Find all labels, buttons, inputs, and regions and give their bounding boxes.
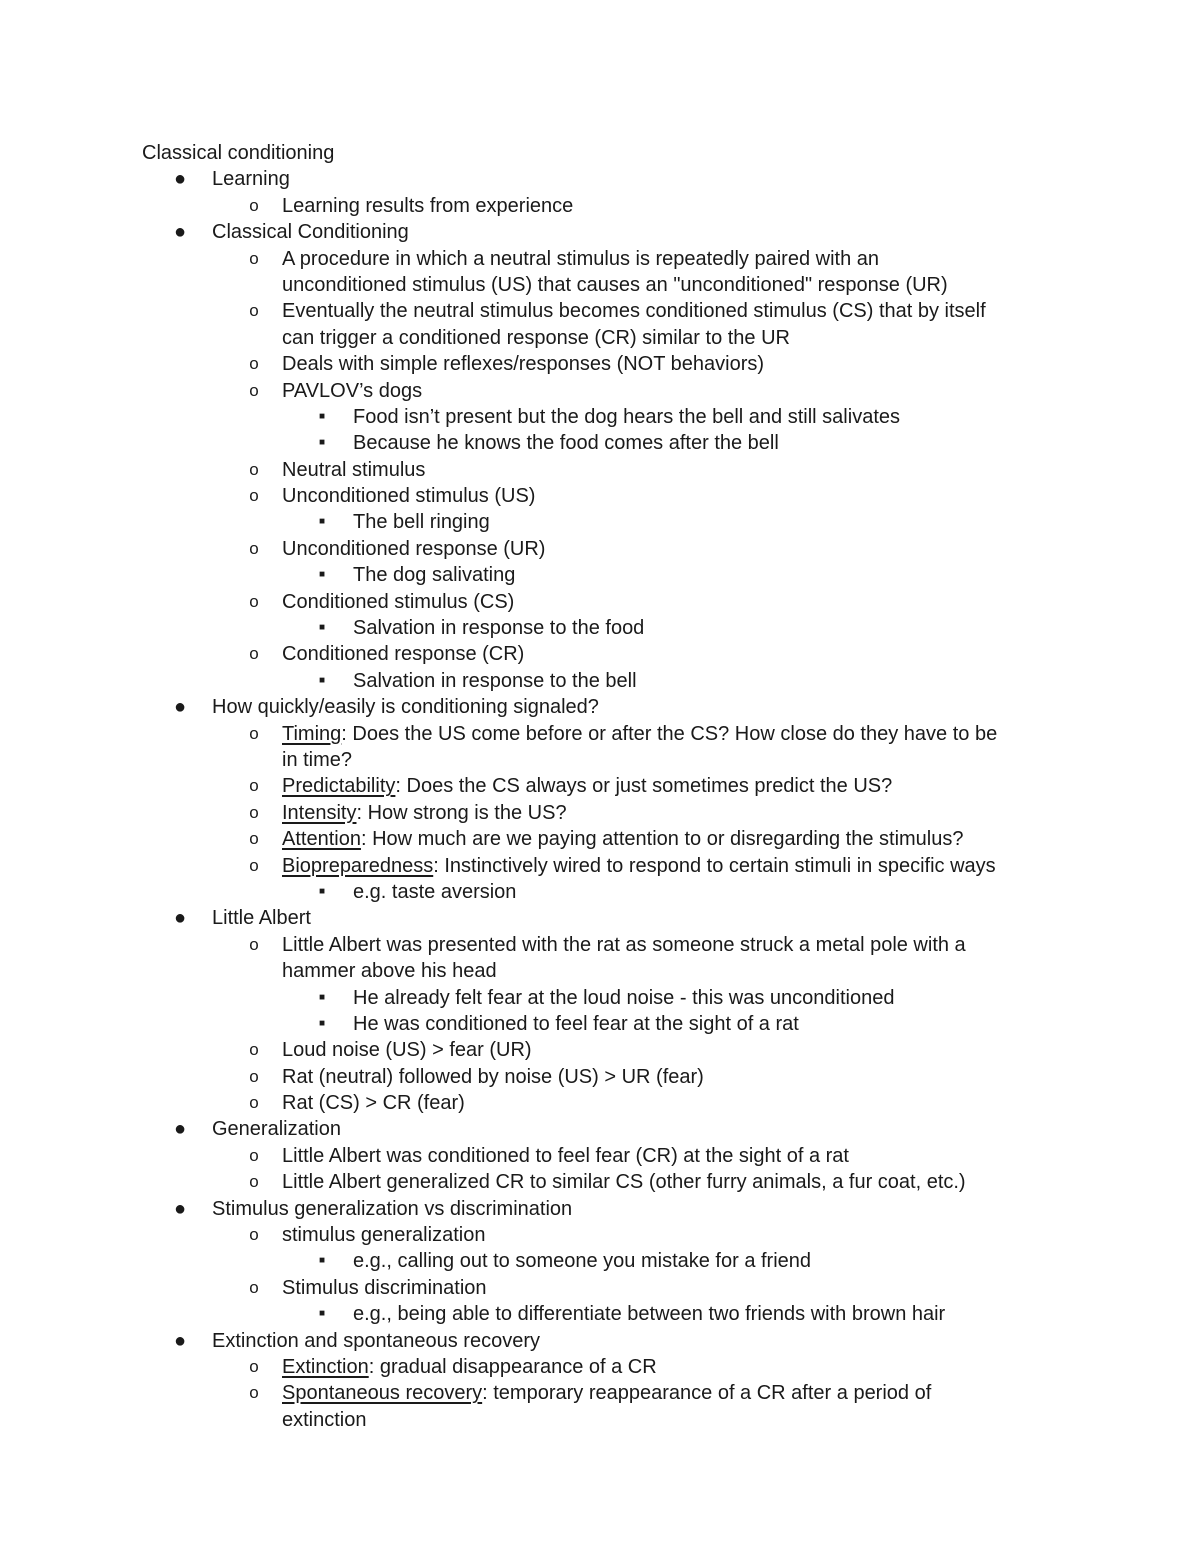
sub-bullet-item: [0, 1090, 1200, 1116]
line-body: Little Albert: [212, 907, 311, 930]
key-term: Spontaneous recovery: [282, 1382, 483, 1405]
line-body: Learning results from experience: [282, 194, 574, 217]
line-text: [282, 1380, 931, 1406]
line-body: Unconditioned stimulus (US): [282, 485, 536, 508]
line-body: extinction: [282, 1408, 367, 1431]
bullet-marker-icon: o: [249, 723, 259, 743]
line-text: [282, 1275, 487, 1301]
line-body: The dog salivating: [353, 564, 516, 587]
line-body: hammer above his head: [282, 960, 497, 983]
line-body: : gradual disappearance of a CR: [368, 1355, 657, 1378]
line-text: [353, 1011, 799, 1037]
bullet-marker-icon: o: [249, 1040, 259, 1060]
sub-bullet-item: [0, 1037, 1200, 1063]
bullet-marker-icon: o: [249, 1225, 259, 1245]
line-text: [282, 246, 879, 272]
bullet-marker-icon: ●: [173, 1118, 187, 1141]
line-body: Little Albert was presented with the rat as someone struck a metal pole with a: [282, 933, 966, 956]
line-body: The bell ringing: [353, 511, 490, 534]
sub-bullet-item: [0, 1354, 1200, 1380]
key-term: Biopreparedness: [282, 854, 434, 877]
wrapped-line: [0, 1407, 1200, 1433]
line-text: [282, 1354, 657, 1380]
line-text: [353, 404, 900, 430]
line-text: [353, 985, 894, 1011]
line-body: Salvation in response to the food: [353, 617, 645, 640]
bullet-marker-icon: o: [249, 644, 259, 664]
wrapped-line: [0, 325, 1200, 351]
line-body: How quickly/easily is conditioning signaled?: [212, 696, 599, 719]
line-body: Unconditioned response (UR): [282, 537, 546, 560]
line-body: Little Albert was conditioned to feel fear (CR) at the sight of a rat: [282, 1144, 849, 1167]
bullet-marker-icon: ■: [318, 674, 326, 686]
line-text: [353, 1301, 945, 1327]
bullet-marker-icon: o: [249, 1066, 259, 1086]
sub-bullet-item: [0, 193, 1200, 219]
line-body: Eventually the neutral stimulus becomes conditioned stimulus (CS) that by itself: [282, 300, 986, 323]
bullet-marker-icon: ●: [173, 1329, 187, 1352]
key-term: Predictability: [282, 775, 396, 798]
bullet-marker-icon: ■: [318, 410, 326, 422]
bullet-marker-icon: ●: [173, 1197, 187, 1220]
bullet-item: [0, 1196, 1200, 1222]
sub-bullet-item: [0, 932, 1200, 958]
line-body: : Instinctively wired to respond to certain stimuli in specific ways: [433, 854, 996, 877]
bullet-marker-icon: o: [249, 591, 259, 611]
line-text: [282, 1407, 367, 1433]
sub-sub-bullet-item: [0, 509, 1200, 535]
document-body: [0, 140, 1200, 1433]
bullet-marker-icon: o: [249, 934, 259, 954]
line-text: [282, 589, 514, 615]
wrapped-line: [0, 958, 1200, 984]
line-body: Generalization: [212, 1118, 341, 1141]
sub-bullet-item: [0, 1143, 1200, 1169]
line-text: [282, 826, 964, 852]
bullet-marker-icon: ■: [318, 569, 326, 581]
line-body: e.g., calling out to someone you mistake for a friend: [353, 1250, 812, 1273]
bullet-marker-icon: o: [249, 301, 259, 321]
sub-bullet-item: [0, 246, 1200, 272]
line-body: Classical Conditioning: [212, 221, 409, 244]
bullet-marker-icon: o: [249, 1172, 259, 1192]
line-body: He was conditioned to feel fear at the sight of a rat: [353, 1012, 799, 1035]
sub-bullet-item: [0, 1222, 1200, 1248]
line-text: [282, 536, 545, 562]
wrapped-line: [0, 272, 1200, 298]
line-body: Rat (neutral) followed by noise (US) > UR (fear): [282, 1065, 704, 1088]
sub-bullet-item: [0, 457, 1200, 483]
line-body: can trigger a conditioned response (CR) similar to the UR: [282, 326, 790, 349]
key-term: Intensity: [282, 801, 357, 824]
bullet-marker-icon: ■: [318, 1017, 326, 1029]
line-body: Learning: [212, 168, 290, 191]
sub-bullet-item: [0, 1275, 1200, 1301]
bullet-item: [0, 1116, 1200, 1142]
sub-sub-bullet-item: [0, 985, 1200, 1011]
bullet-marker-icon: ●: [173, 221, 187, 244]
line-body: Stimulus generalization vs discrimination: [212, 1197, 573, 1220]
sub-bullet-item: [0, 721, 1200, 747]
sub-bullet-item: [0, 298, 1200, 324]
line-text: [282, 1222, 485, 1248]
bullet-marker-icon: o: [249, 855, 259, 875]
bullet-marker-icon: o: [249, 459, 259, 479]
line-body: He already felt fear at the loud noise - this was unconditioned: [353, 986, 895, 1009]
sub-bullet-item: [0, 1380, 1200, 1406]
line-body: : temporary reappearance of a CR after a period of: [482, 1382, 932, 1405]
bullet-marker-icon: o: [249, 802, 259, 822]
line-body: : Does the US come before or after the CS? How close do they have to be: [341, 722, 998, 745]
line-body: Food isn’t present but the dog hears the bell and still salivates: [353, 405, 900, 428]
line-text: [353, 562, 515, 588]
line-text: [282, 483, 535, 509]
key-term: Extinction: [282, 1355, 369, 1378]
sub-sub-bullet-item: [0, 404, 1200, 430]
line-text: [282, 457, 425, 483]
line-text: [353, 615, 644, 641]
sub-bullet-item: [0, 589, 1200, 615]
bullet-marker-icon: o: [249, 1277, 259, 1297]
bullet-marker-icon: o: [249, 195, 259, 215]
line-body: Loud noise (US) > fear (UR): [282, 1039, 532, 1062]
bullet-marker-icon: o: [249, 486, 259, 506]
bullet-item: [0, 905, 1200, 931]
line-text: [212, 694, 599, 720]
bullet-marker-icon: ■: [318, 885, 326, 897]
line-body: Conditioned stimulus (CS): [282, 590, 515, 613]
line-text: [282, 1037, 532, 1063]
bullet-marker-icon: o: [249, 1145, 259, 1165]
line-body: : How strong is the US?: [356, 801, 567, 824]
sub-bullet-item: [0, 1169, 1200, 1195]
wrapped-line: [0, 747, 1200, 773]
line-text: [212, 1196, 572, 1222]
line-body: stimulus generalization: [282, 1224, 486, 1247]
sub-sub-bullet-item: [0, 668, 1200, 694]
line-text: [353, 668, 637, 694]
line-text: [282, 800, 567, 826]
line-body: Classical conditioning: [142, 142, 335, 164]
sub-bullet-item: [0, 826, 1200, 852]
line-text: [212, 1328, 540, 1354]
sub-sub-bullet-item: [0, 562, 1200, 588]
key-term: Timing: [282, 722, 342, 745]
line-text: [282, 853, 996, 879]
line-body: Salvation in response to the bell: [353, 669, 637, 692]
line-text: [282, 721, 997, 747]
line-body: e.g. taste aversion: [353, 880, 517, 903]
line-text: [353, 430, 779, 456]
sub-sub-bullet-item: [0, 615, 1200, 641]
line-text: [282, 773, 892, 799]
line-text: [282, 958, 497, 984]
line-body: e.g., being able to differentiate between two friends with brown hair: [353, 1303, 946, 1326]
document-title: [0, 140, 1200, 166]
bullet-marker-icon: ●: [173, 907, 187, 930]
bullet-marker-icon: ■: [318, 991, 326, 1003]
bullet-marker-icon: ■: [318, 622, 326, 634]
line-text: [282, 641, 524, 667]
line-body: PAVLOV’s dogs: [282, 379, 423, 402]
sub-sub-bullet-item: [0, 1248, 1200, 1274]
bullet-marker-icon: o: [249, 354, 259, 374]
line-body: Little Albert generalized CR to similar CS (other furry animals, a fur coat, etc.): [282, 1171, 966, 1194]
line-body: Conditioned response (CR): [282, 643, 525, 666]
bullet-marker-icon: ●: [173, 696, 187, 719]
bullet-item: [0, 1328, 1200, 1354]
line-text: [353, 879, 516, 905]
line-text: [212, 905, 311, 931]
line-text: [282, 272, 948, 298]
bullet-item: [0, 166, 1200, 192]
sub-bullet-item: [0, 853, 1200, 879]
line-body: Because he knows the food comes after the bell: [353, 432, 779, 455]
line-body: : How much are we paying attention to or disregarding the stimulus?: [360, 828, 964, 851]
line-text: [282, 193, 573, 219]
sub-sub-bullet-item: [0, 1011, 1200, 1037]
key-term: Attention: [282, 828, 361, 851]
line-text: [282, 351, 764, 377]
bullet-marker-icon: o: [249, 1356, 259, 1376]
line-body: Deals with simple reflexes/responses (NOT behaviors): [282, 353, 765, 376]
line-text: [353, 1248, 811, 1274]
line-body: Rat (CS) > CR (fear): [282, 1092, 465, 1115]
sub-bullet-item: [0, 351, 1200, 377]
bullet-marker-icon: o: [249, 538, 259, 558]
sub-bullet-item: [0, 483, 1200, 509]
line-text: [212, 1116, 341, 1142]
bullet-item: [0, 219, 1200, 245]
bullet-marker-icon: ■: [318, 1308, 326, 1320]
line-text: [353, 509, 490, 535]
line-text: [282, 1143, 849, 1169]
sub-bullet-item: [0, 641, 1200, 667]
line-body: Neutral stimulus: [282, 458, 426, 481]
bullet-marker-icon: ●: [173, 168, 187, 191]
line-text: [282, 325, 790, 351]
line-text: [282, 932, 966, 958]
line-text: [212, 219, 409, 245]
line-body: A procedure in which a neutral stimulus is repeatedly paired with an: [282, 247, 879, 270]
bullet-marker-icon: o: [249, 1093, 259, 1113]
sub-sub-bullet-item: [0, 430, 1200, 456]
line-text: [282, 747, 352, 773]
bullet-marker-icon: ■: [318, 437, 326, 449]
sub-bullet-item: [0, 536, 1200, 562]
bullet-marker-icon: ■: [318, 516, 326, 528]
line-text: [282, 1064, 704, 1090]
bullet-marker-icon: ■: [318, 1255, 326, 1267]
line-text: [282, 1169, 966, 1195]
bullet-item: [0, 694, 1200, 720]
sub-bullet-item: [0, 773, 1200, 799]
sub-sub-bullet-item: [0, 879, 1200, 905]
line-text: [282, 378, 422, 404]
line-body: Stimulus discrimination: [282, 1276, 487, 1299]
sub-sub-bullet-item: [0, 1301, 1200, 1327]
line-body: in time?: [282, 748, 353, 771]
bullet-marker-icon: o: [249, 829, 259, 849]
line-body: Extinction and spontaneous recovery: [212, 1329, 540, 1352]
bullet-marker-icon: o: [249, 380, 259, 400]
sub-bullet-item: [0, 1064, 1200, 1090]
line-text: [282, 298, 986, 324]
line-body: unconditioned stimulus (US) that causes an "unconditioned" response (UR): [282, 273, 948, 296]
line-text: [212, 166, 290, 192]
sub-bullet-item: [0, 378, 1200, 404]
sub-bullet-item: [0, 800, 1200, 826]
bullet-marker-icon: o: [249, 776, 259, 796]
line-text: [282, 1090, 465, 1116]
line-text: [142, 140, 334, 166]
bullet-marker-icon: o: [249, 248, 259, 268]
bullet-marker-icon: o: [249, 1383, 259, 1403]
line-body: : Does the CS always or just sometimes predict the US?: [395, 775, 893, 798]
